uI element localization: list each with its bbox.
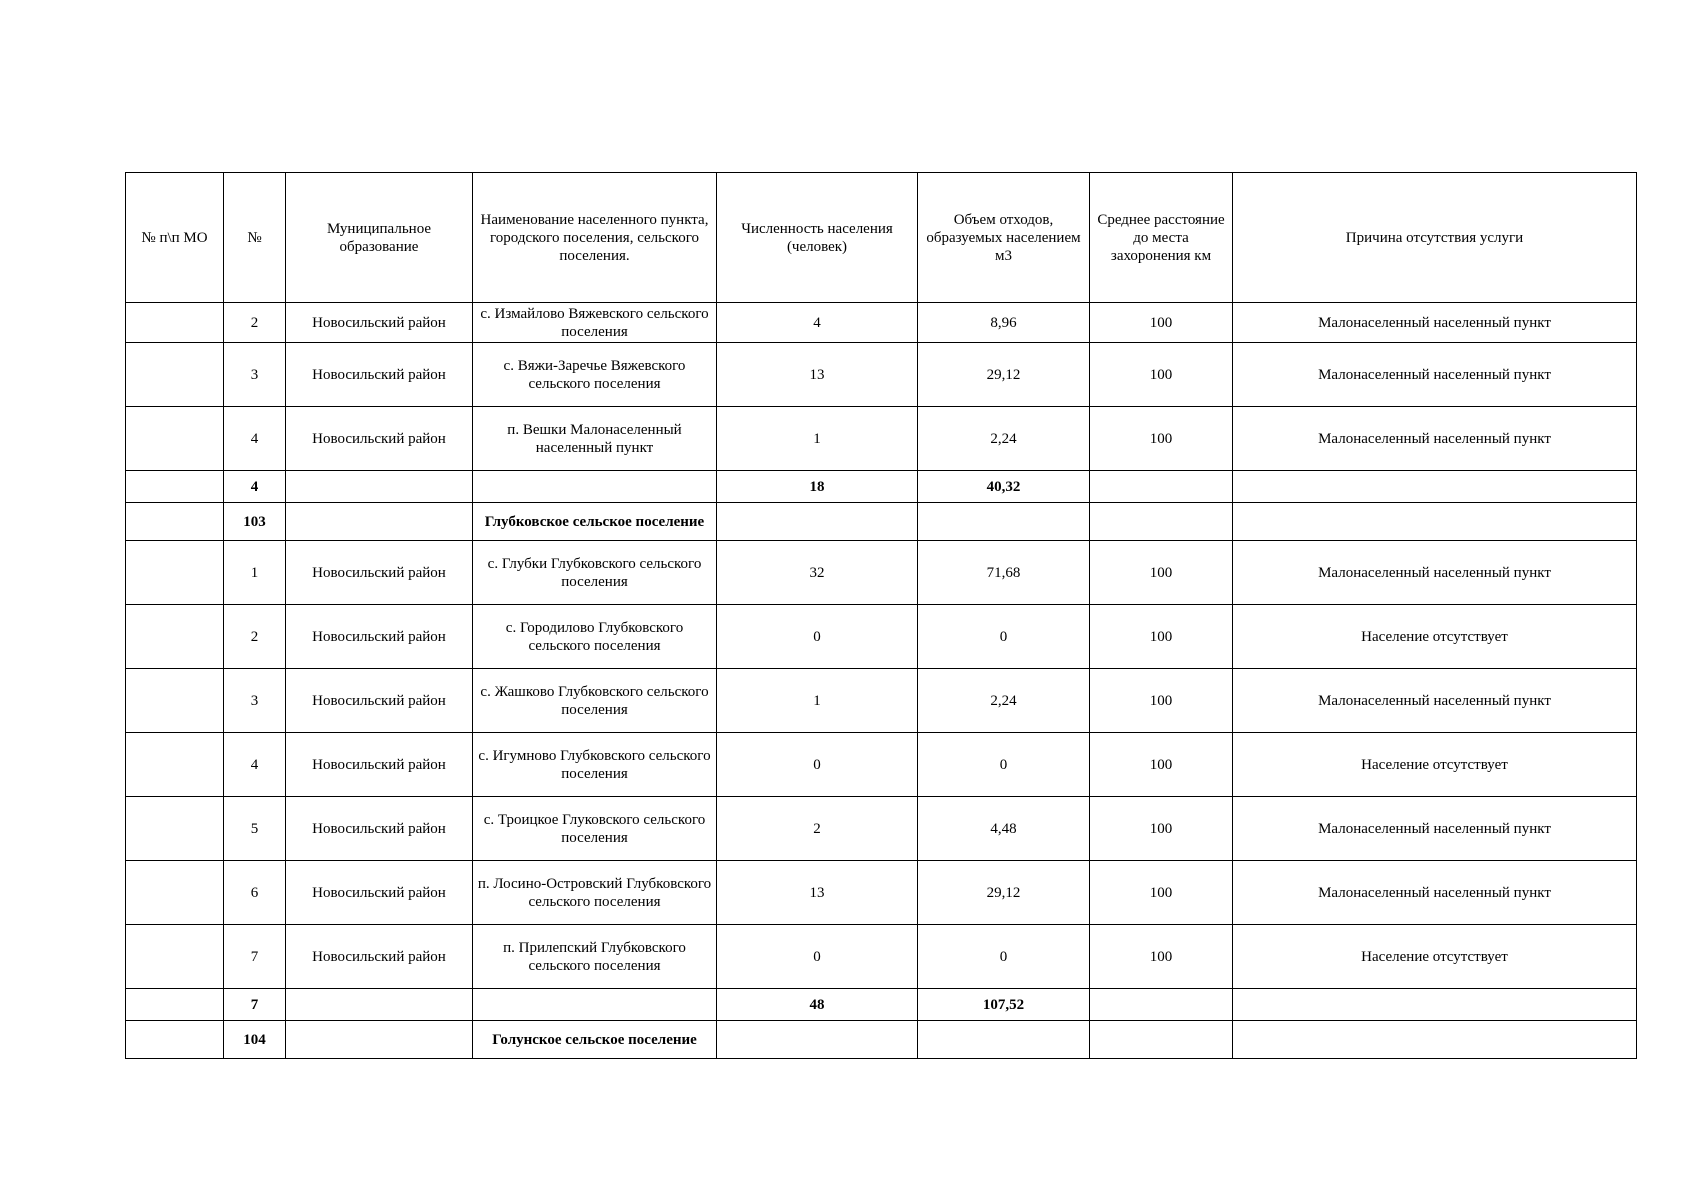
cell-distance: 100	[1090, 303, 1233, 343]
cell-municipality: Новосильский район	[286, 303, 473, 343]
cell-municipality: Новосильский район	[286, 541, 473, 605]
table-header-row	[126, 173, 1637, 303]
cell-reason: Малонаселенный населенный пункт	[1233, 669, 1637, 733]
cell-settlement: п. Вешки Малонаселенный населенный пункт	[473, 407, 717, 471]
cell-population	[717, 503, 918, 541]
subtotal-row	[126, 989, 1637, 1021]
cell-distance: 100	[1090, 733, 1233, 797]
cell-distance: 100	[1090, 343, 1233, 407]
cell-settlement: п. Прилепский Глубковского сельского поселения	[473, 925, 717, 989]
cell-settlement: с. Городилово Глубковского сельского поселения	[473, 605, 717, 669]
cell-reason: Малонаселенный населенный пункт	[1233, 861, 1637, 925]
cell-reason	[1233, 471, 1637, 503]
cell-waste-volume: 0	[918, 925, 1090, 989]
cell-number: 5	[224, 797, 286, 861]
cell-municipality: Новосильский район	[286, 669, 473, 733]
cell-distance: 100	[1090, 407, 1233, 471]
cell-distance	[1090, 989, 1233, 1021]
cell-number: 2	[224, 303, 286, 343]
cell-reason	[1233, 989, 1637, 1021]
cell-municipality	[286, 471, 473, 503]
cell-number: 4	[224, 733, 286, 797]
cell-municipality: Новосильский район	[286, 343, 473, 407]
section-header-row	[126, 1021, 1637, 1059]
header-number: №	[224, 173, 286, 303]
cell-municipality: Новосильский район	[286, 733, 473, 797]
table-row	[126, 797, 1637, 861]
cell-population: 0	[717, 733, 918, 797]
cell-settlement: с. Измайлово Вяжевского сельского поселения	[473, 303, 717, 343]
cell-settlement: Голунское сельское поселение	[473, 1021, 717, 1059]
cell-waste-volume: 2,24	[918, 669, 1090, 733]
cell-number: 6	[224, 861, 286, 925]
cell-mo-number	[126, 797, 224, 861]
cell-settlement: п. Лосино-Островский Глубковского сельского поселения	[473, 861, 717, 925]
cell-population: 4	[717, 303, 918, 343]
cell-population: 0	[717, 605, 918, 669]
cell-settlement	[473, 471, 717, 503]
cell-population: 13	[717, 861, 918, 925]
cell-mo-number	[126, 343, 224, 407]
header-settlement: Наименование населенного пункта, городского поселения, сельского поселения.	[473, 173, 717, 303]
table-row	[126, 861, 1637, 925]
cell-mo-number	[126, 733, 224, 797]
cell-settlement: с. Жашково Глубковского сельского поселения	[473, 669, 717, 733]
header-distance: Среднее расстояние до места захоронения км	[1090, 173, 1233, 303]
cell-number: 3	[224, 343, 286, 407]
cell-municipality	[286, 503, 473, 541]
table-row	[126, 343, 1637, 407]
cell-number: 7	[224, 925, 286, 989]
cell-settlement	[473, 989, 717, 1021]
cell-number: 4	[224, 471, 286, 503]
cell-waste-volume: 40,32	[918, 471, 1090, 503]
cell-reason: Малонаселенный населенный пункт	[1233, 303, 1637, 343]
cell-distance: 100	[1090, 861, 1233, 925]
cell-mo-number	[126, 861, 224, 925]
header-waste-volume: Объем отходов, образуемых населением м3	[918, 173, 1090, 303]
cell-waste-volume: 8,96	[918, 303, 1090, 343]
cell-mo-number	[126, 471, 224, 503]
header-reason: Причина отсутствия услуги	[1233, 173, 1637, 303]
cell-number: 1	[224, 541, 286, 605]
cell-population: 2	[717, 797, 918, 861]
cell-reason: Население отсутствует	[1233, 925, 1637, 989]
table-row	[126, 541, 1637, 605]
cell-reason: Население отсутствует	[1233, 605, 1637, 669]
table-row	[126, 605, 1637, 669]
cell-reason: Малонаселенный населенный пункт	[1233, 343, 1637, 407]
subtotal-row	[126, 471, 1637, 503]
cell-distance: 100	[1090, 541, 1233, 605]
cell-mo-number	[126, 541, 224, 605]
cell-population: 13	[717, 343, 918, 407]
table-row	[126, 733, 1637, 797]
cell-waste-volume: 29,12	[918, 343, 1090, 407]
cell-distance: 100	[1090, 797, 1233, 861]
cell-distance	[1090, 1021, 1233, 1059]
header-population: Численность населения (человек)	[717, 173, 918, 303]
cell-waste-volume: 0	[918, 605, 1090, 669]
cell-number: 104	[224, 1021, 286, 1059]
cell-mo-number	[126, 303, 224, 343]
cell-reason: Малонаселенный населенный пункт	[1233, 407, 1637, 471]
cell-settlement: с. Вяжи-Заречье Вяжевского сельского поселения	[473, 343, 717, 407]
cell-distance: 100	[1090, 669, 1233, 733]
table-row	[126, 303, 1637, 343]
cell-municipality: Новосильский район	[286, 605, 473, 669]
cell-municipality: Новосильский район	[286, 861, 473, 925]
cell-population: 32	[717, 541, 918, 605]
cell-population	[717, 1021, 918, 1059]
cell-municipality: Новосильский район	[286, 407, 473, 471]
table-row	[126, 669, 1637, 733]
cell-population: 1	[717, 669, 918, 733]
cell-mo-number	[126, 503, 224, 541]
cell-number: 7	[224, 989, 286, 1021]
header-mo-number: № п\п МО	[126, 173, 224, 303]
cell-distance: 100	[1090, 925, 1233, 989]
cell-waste-volume: 4,48	[918, 797, 1090, 861]
cell-municipality	[286, 989, 473, 1021]
cell-settlement: Глубковское сельское поселение	[473, 503, 717, 541]
cell-municipality	[286, 1021, 473, 1059]
table-row	[126, 925, 1637, 989]
cell-settlement: с. Игумново Глубковского сельского поселения	[473, 733, 717, 797]
cell-settlement: с. Глубки Глубковского сельского поселения	[473, 541, 717, 605]
section-header-row	[126, 503, 1637, 541]
cell-reason: Население отсутствует	[1233, 733, 1637, 797]
cell-municipality: Новосильский район	[286, 797, 473, 861]
cell-waste-volume	[918, 1021, 1090, 1059]
cell-mo-number	[126, 407, 224, 471]
cell-mo-number	[126, 669, 224, 733]
cell-waste-volume: 29,12	[918, 861, 1090, 925]
cell-population: 1	[717, 407, 918, 471]
cell-mo-number	[126, 925, 224, 989]
cell-distance	[1090, 503, 1233, 541]
cell-settlement: с. Троицкое Глуковского сельского поселения	[473, 797, 717, 861]
cell-waste-volume: 0	[918, 733, 1090, 797]
cell-distance	[1090, 471, 1233, 503]
cell-reason	[1233, 1021, 1637, 1059]
table-row	[126, 407, 1637, 471]
cell-number: 2	[224, 605, 286, 669]
cell-mo-number	[126, 1021, 224, 1059]
cell-mo-number	[126, 605, 224, 669]
cell-waste-volume: 107,52	[918, 989, 1090, 1021]
cell-population: 0	[717, 925, 918, 989]
cell-municipality: Новосильский район	[286, 925, 473, 989]
cell-number: 3	[224, 669, 286, 733]
cell-waste-volume	[918, 503, 1090, 541]
header-municipality: Муниципальное образование	[286, 173, 473, 303]
settlements-table	[125, 172, 1637, 1059]
cell-population: 18	[717, 471, 918, 503]
cell-number: 4	[224, 407, 286, 471]
cell-distance: 100	[1090, 605, 1233, 669]
cell-population: 48	[717, 989, 918, 1021]
cell-waste-volume: 2,24	[918, 407, 1090, 471]
cell-waste-volume: 71,68	[918, 541, 1090, 605]
cell-number: 103	[224, 503, 286, 541]
cell-reason: Малонаселенный населенный пункт	[1233, 541, 1637, 605]
cell-mo-number	[126, 989, 224, 1021]
cell-reason	[1233, 503, 1637, 541]
cell-reason: Малонаселенный населенный пункт	[1233, 797, 1637, 861]
